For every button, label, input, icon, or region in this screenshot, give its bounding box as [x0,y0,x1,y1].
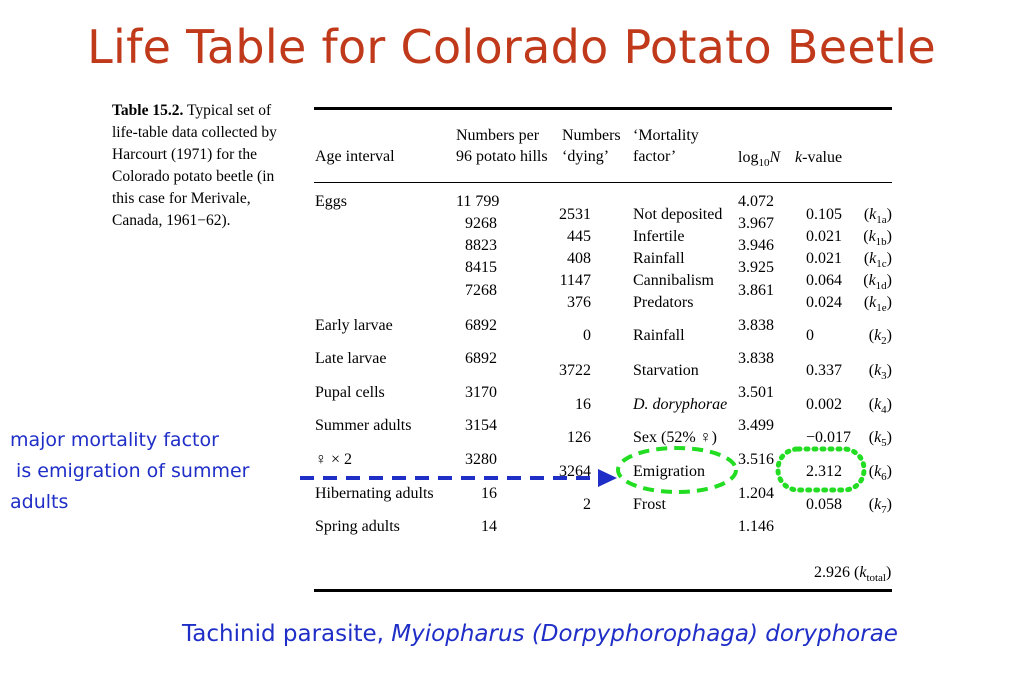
eggs-log: 3.861 [738,282,774,299]
row-log: 3.516 [738,451,774,468]
row-dying: 3264 [559,463,591,480]
row-numbers: 3280 [465,451,497,468]
row-factor: D. doryphorae [633,396,728,413]
row-age-interval: Spring adults [315,518,400,535]
row-log: 1.204 [738,485,774,502]
row-dying: 126 [567,429,591,446]
row-numbers: 3154 [465,417,497,434]
eggs-k-value: 0.021 [806,228,842,245]
row-dying: 0 [583,327,591,344]
row-factor: Starvation [633,362,699,379]
row-k-label: $(k_5)$ [868,429,892,450]
row-factor: Emigration [633,463,705,480]
eggs-factor: Not deposited [633,206,723,223]
eggs-dying: 2531 [559,206,591,223]
eggs-dying: 1147 [559,272,591,289]
row-k-label: $(k_3)$ [868,362,892,383]
row-numbers: 3170 [465,384,497,401]
row-log: 3.838 [738,317,774,334]
row-numbers: 6892 [465,317,497,334]
eggs-dying: 408 [567,250,591,267]
row-k-value: 0 [806,327,814,344]
eggs-k-value: 0.024 [806,294,842,311]
slide-title: Life Table for Colorado Potato Beetle [87,20,936,74]
eggs-log: 4.072 [738,193,774,210]
header-numbers-line2: 96 potato hills [456,148,548,165]
k-total-value: 2.926 [814,564,850,581]
row-factor: Sex (52% ♀) [633,429,717,446]
eggs-k-value: 0.105 [806,206,842,223]
bottom-caption-prefix: Tachinid parasite, [182,621,392,647]
row-numbers: 16 [481,485,497,502]
eggs-k-label: $(k_{1a})$ [863,206,892,227]
header-numbers-line1: Numbers per [456,127,540,144]
row-dying: 16 [575,396,591,413]
eggs-log: 3.967 [738,215,774,232]
row-factor: Frost [633,496,666,513]
eggs-k-label: $(k_{1e})$ [863,294,892,315]
eggs-number: 9268 [465,215,497,232]
header-k-rest: -value [802,149,843,166]
row-k-value: 0.002 [806,396,842,413]
eggs-factor: Predators [633,294,694,311]
eggs-k-label: $(k_{1b})$ [863,228,892,249]
eggs-number: 8415 [465,259,497,276]
k-total: 2.926 $(k_{total})$ [814,564,892,585]
row-k-label: $(k_7)$ [868,496,892,517]
row-numbers: 6892 [465,350,497,367]
row-k-value: 0.337 [806,362,842,379]
header-k-var: k [795,149,803,166]
row-age-interval: Late larvae [315,350,387,367]
row-age-interval: ♀ × 2 [315,451,353,468]
eggs-dying: 376 [567,294,591,311]
eggs-k-value: 0.064 [806,272,842,289]
header-factor-line2: factor’ [633,148,677,165]
table-caption-label: Table 15.2. [112,102,184,119]
row-dying: 3722 [559,362,591,379]
annotation-arrow-head [598,469,617,487]
row-factor: Rainfall [633,327,685,344]
bottom-caption-species: Myiopharus (Dorpyphorophaga) doryphorae [391,621,898,647]
eggs-k-label: $(k_{1d})$ [863,272,892,293]
row-log: 3.499 [738,417,774,434]
header-factor-line1: ‘Mortality [633,127,699,144]
header-age-interval: Age interval [315,148,395,165]
row-age-interval: Summer adults [315,417,412,434]
table-caption-text: Typical set of life-table data collected by Harcourt (1971) for the Colorado potato beetle (in this case for Merivale, Canada, 1961−62). [112,102,277,229]
k-total-sub: total [866,572,886,585]
header-dying-line1: Numbers [562,127,621,144]
eggs-log: 3.946 [738,237,774,254]
eggs-factor: Rainfall [633,250,685,267]
annotation-text: major mortality factor is emigration of summer adults [10,429,250,513]
row-k-label: $(k_4)$ [868,396,892,417]
row-k-value: −0.017 [806,429,852,446]
eggs-factor: Infertile [633,228,685,245]
header-log-base: log [738,149,759,166]
eggs-dying: 445 [567,228,591,245]
row-numbers: 14 [481,518,497,535]
header-log-var: N [769,149,781,166]
eggs-age: Eggs [315,193,347,210]
eggs-log: 3.925 [738,259,774,276]
header-log-sub: 10 [758,157,770,170]
row-k-label: $(k_6)$ [868,463,892,484]
row-age-interval: Early larvae [315,317,393,334]
row-k-label: $(k_2)$ [868,327,892,348]
row-k-value: 2.312 [806,463,842,480]
eggs-number: 11 799 [456,193,500,210]
k6-highlight-box [778,449,864,490]
row-log: 3.501 [738,384,774,401]
eggs-k-label: $(k_{1c})$ [863,250,892,271]
row-age-interval: Pupal cells [315,384,385,401]
eggs-k-value: 0.021 [806,250,842,267]
eggs-number: 7268 [465,282,497,299]
eggs-factor: Cannibalism [633,272,714,289]
row-log: 1.146 [738,518,774,535]
row-k-value: 0.058 [806,496,842,513]
row-dying: 2 [583,496,591,513]
row-age-interval: Hibernating adults [315,485,434,502]
header-dying-line2: ‘dying’ [562,148,610,165]
row-log: 3.838 [738,350,774,367]
emigration-circle [618,448,736,492]
eggs-number: 8823 [465,237,497,254]
